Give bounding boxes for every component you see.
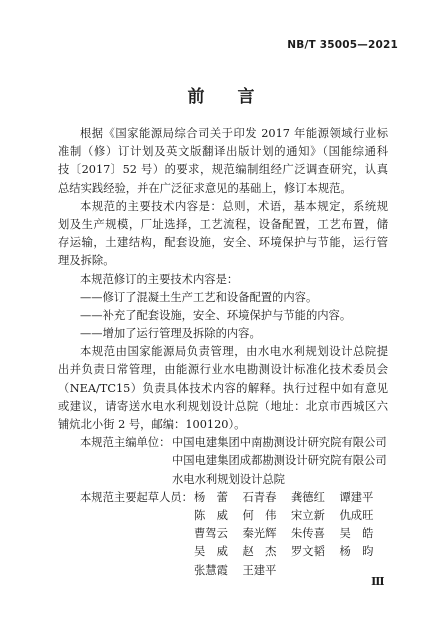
text-line: 总结实践经验，并在广泛征求意见的基础上，修订本规范。 xyxy=(58,181,352,195)
management-paragraph xyxy=(58,343,388,434)
revisions-lead: 本规范修订的主要技术内容是： xyxy=(80,272,239,286)
document-body xyxy=(58,125,388,580)
revision-item: ——补充了配套设施，安全、环境保护与节能的内容。 xyxy=(80,308,352,322)
drafter-name: 陈 威 xyxy=(194,508,228,522)
text-line: 存运输，土建结构，配套设施，安全、环境保护与节能，运行管 xyxy=(58,236,388,250)
revisions-section xyxy=(58,271,388,344)
page-title xyxy=(0,87,442,107)
drafter-name: 仇成旺 xyxy=(339,508,374,522)
text-line: （NEA/TC15）负责具体技术内容的解释。执行过程中如有意见 xyxy=(58,381,388,395)
text-line: 本规范的主要技术内容是：总则，术语，基本规定，系统规 xyxy=(80,199,388,213)
text-line: 准制（修）订计划及英文版翻译出版计划的通知》（国能综通科 xyxy=(58,145,388,159)
page-number: Ⅲ xyxy=(371,575,384,588)
drafter-name: 何 伟 xyxy=(242,508,277,522)
editing-units-label: 本规范主编单位： xyxy=(80,436,171,450)
text-line: 本规范由国家能源局负责管理，由水电水利规划设计总院提 xyxy=(80,345,388,359)
drafter-name: 朱传喜 xyxy=(291,527,325,541)
text-line: 划及生产规模，厂址选择，工艺流程，设备配置，工艺布置，储 xyxy=(58,217,388,231)
editing-units-section xyxy=(58,434,388,489)
drafter-name: 王建平 xyxy=(242,563,277,577)
drafter-name: 宋立新 xyxy=(291,508,325,522)
drafter-name: 赵 杰 xyxy=(242,545,277,559)
text-line: 理及拆除。 xyxy=(58,254,115,268)
text-line: 技〔2017〕52 号）的要求，规范编制组经广泛调查研究，认真 xyxy=(58,163,388,177)
revision-item: ——增加了运行管理及拆除的内容。 xyxy=(80,327,261,341)
drafter-name: 吴 皓 xyxy=(339,527,374,541)
drafter-name: 秦光辉 xyxy=(242,527,277,541)
title-char-2: 言 xyxy=(237,87,255,107)
text-line: 根据《国家能源局综合司关于印发 2017 年能源领域行业标 xyxy=(80,127,388,140)
text-line: 铺炕北小街 2 号，邮编：100120）。 xyxy=(58,418,246,431)
editing-unit: 中国电建集团成都勘测设计研究院有限公司 xyxy=(172,454,387,468)
standard-code: NB/T 35005—2021 xyxy=(287,39,398,51)
text-line: 出并负责日常管理，由能源行业水电勘测设计标准化技术委员会 xyxy=(58,363,388,377)
text-line: 或建议，请寄送水电水利规划设计总院（地址：北京市西城区六 xyxy=(58,399,388,413)
drafter-name: 罗文韬 xyxy=(291,545,325,559)
drafter-name: 曹驾云 xyxy=(194,527,228,541)
drafter-name: 杨 蕾 xyxy=(194,490,228,504)
editing-unit: 中国电建集团中南勘测设计研究院有限公司 xyxy=(172,436,387,450)
drafter-name: 张慧霞 xyxy=(194,563,228,577)
main-content-paragraph xyxy=(58,198,388,271)
drafters-label: 本规范主要起草人员： xyxy=(80,490,193,504)
title-char-1: 前 xyxy=(187,87,205,107)
drafter-name: 石青春 xyxy=(242,490,277,504)
drafter-name: 龚德红 xyxy=(291,490,325,504)
drafter-name: 吴 威 xyxy=(194,545,228,559)
drafter-name: 杨 昀 xyxy=(339,545,374,559)
drafter-name: 谭建平 xyxy=(339,490,374,504)
drafters-section xyxy=(58,489,388,580)
editing-unit: 水电水利规划设计总院 xyxy=(172,472,285,486)
drafters-grid xyxy=(194,489,388,580)
intro-paragraph xyxy=(58,125,388,198)
editing-units-list xyxy=(172,434,387,489)
revision-item: ——修订了混凝土生产工艺和设备配置的内容。 xyxy=(80,290,318,304)
